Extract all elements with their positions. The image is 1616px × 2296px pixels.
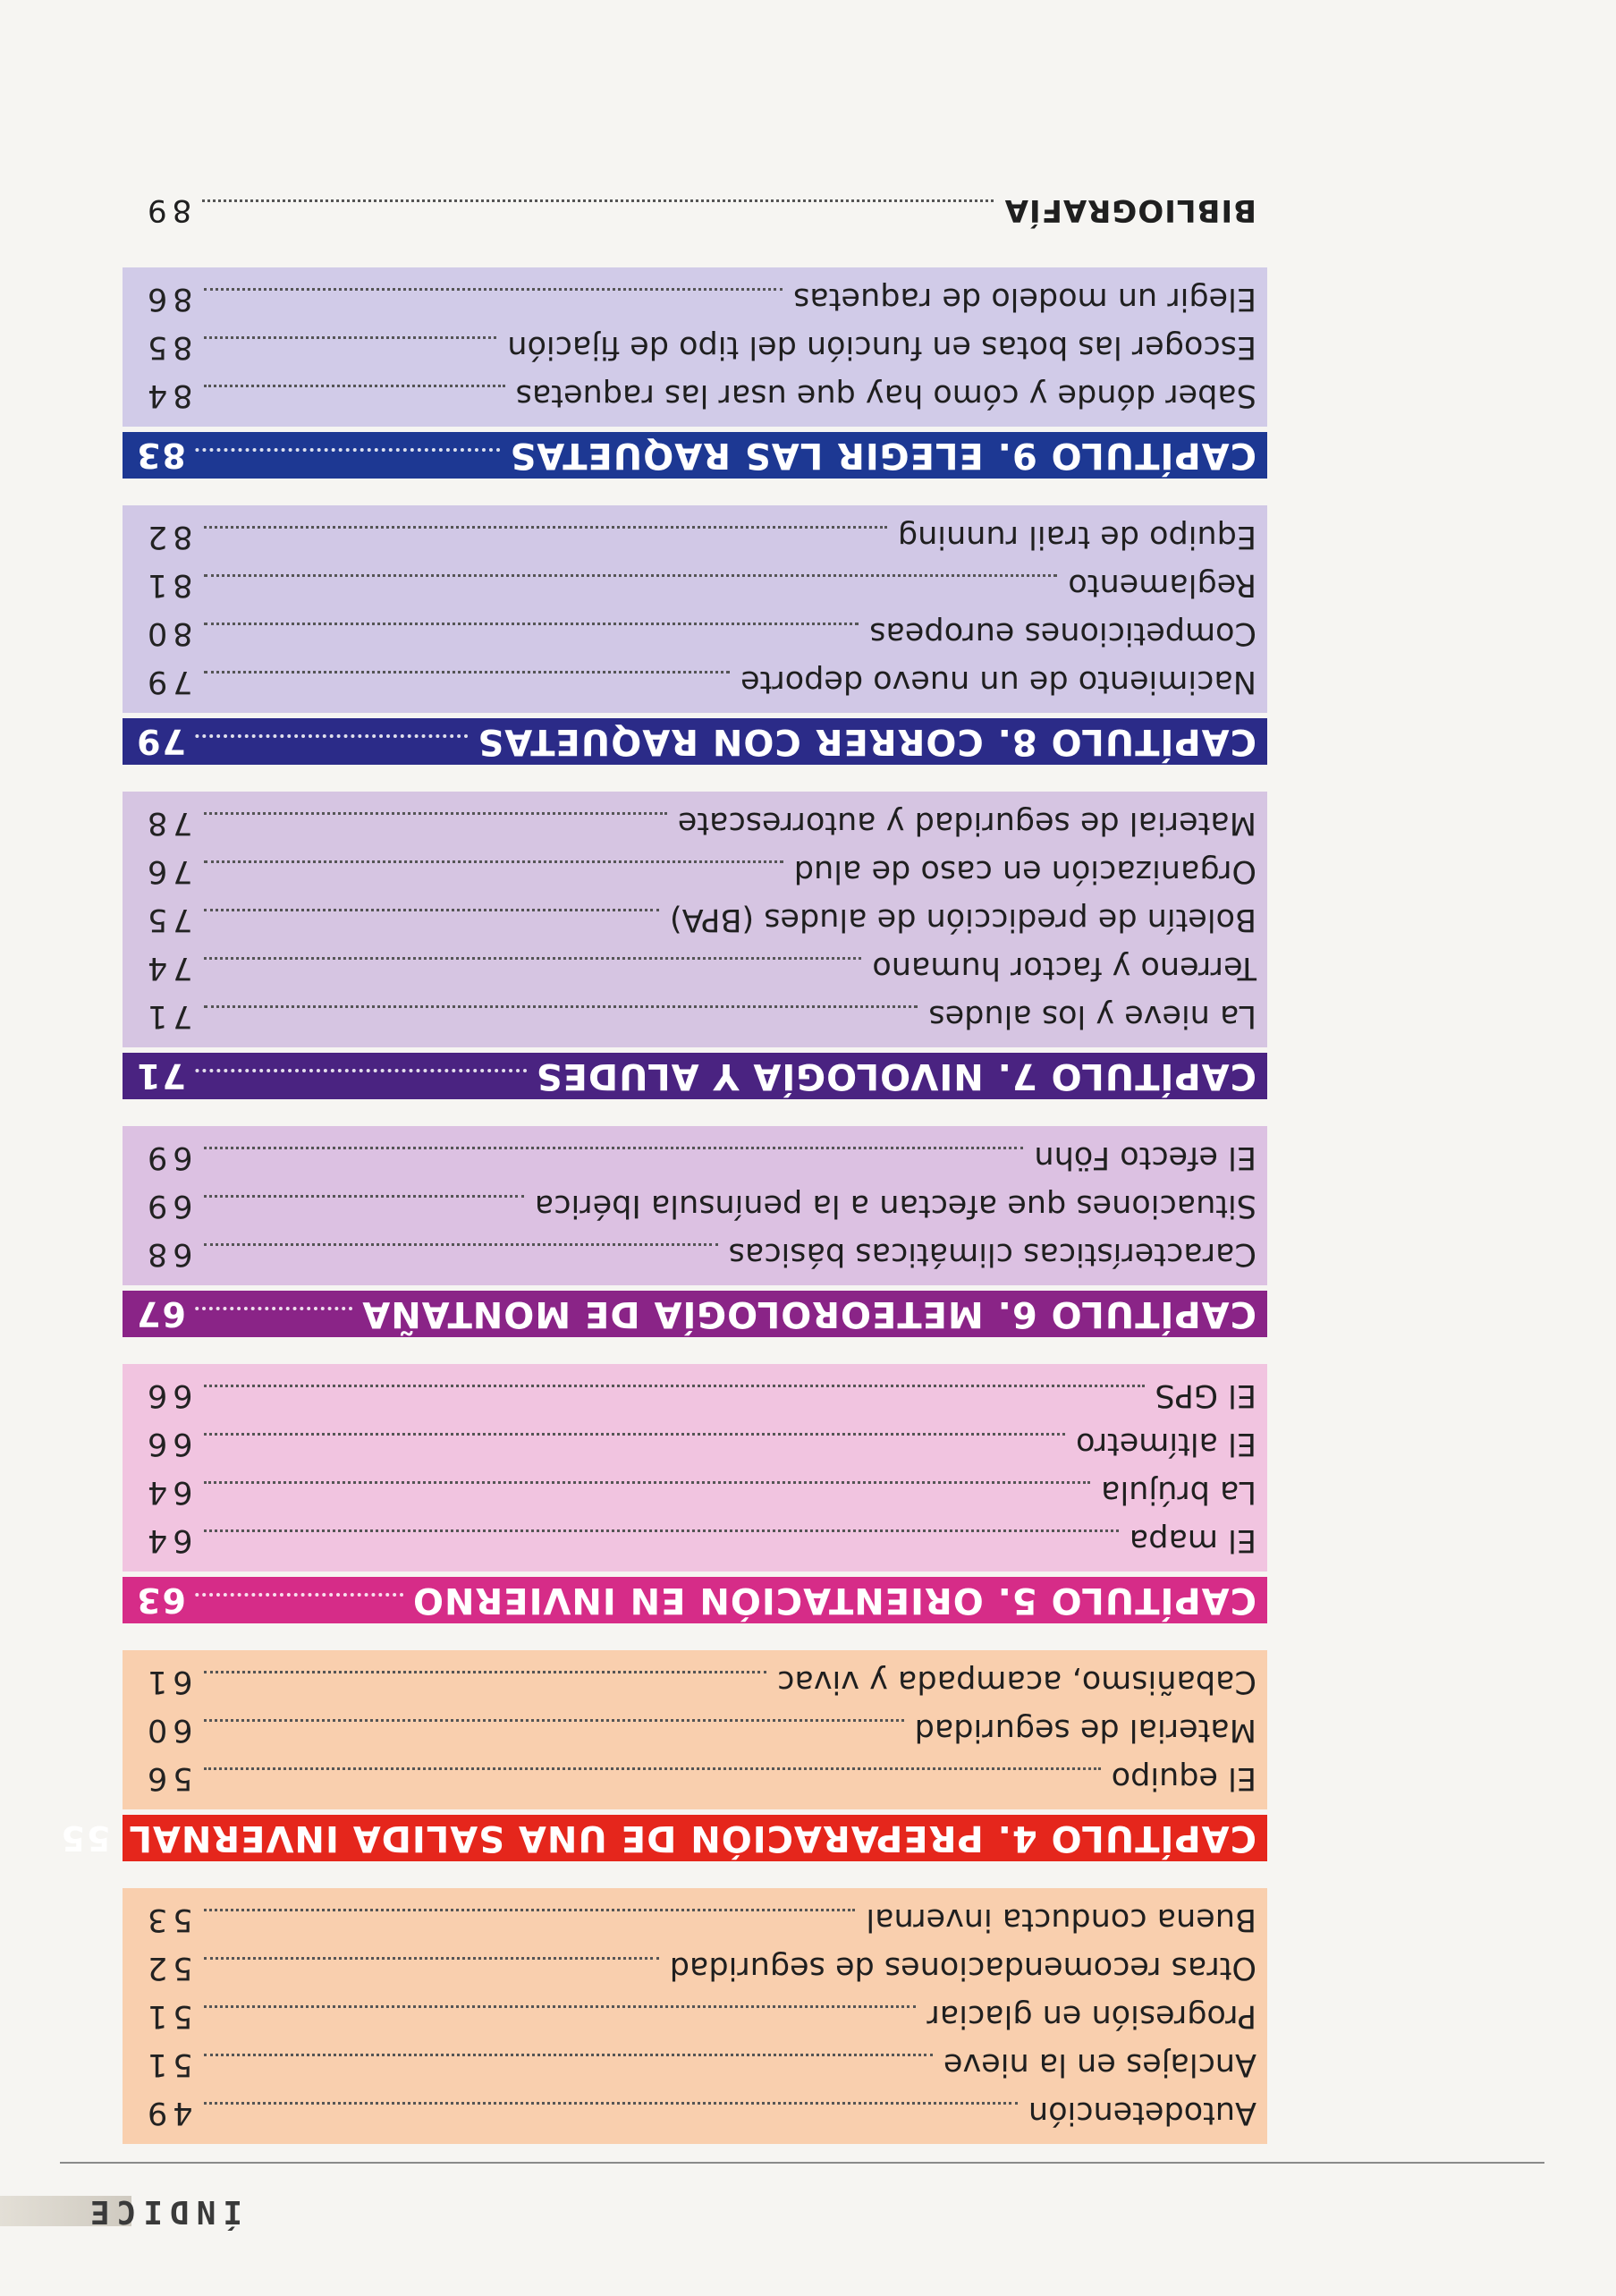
toc-entry-page-number: 76 xyxy=(142,853,193,889)
bibliography-entry-page-number: 89 xyxy=(142,192,192,228)
toc-section xyxy=(59,1650,1267,1861)
chapter-heading-page-number: 79 xyxy=(135,722,186,761)
toc-entry-page-number: 56 xyxy=(142,1760,193,1796)
chapter-heading-page-number: 55 xyxy=(59,1818,111,1858)
toc-entry-page-number: 81 xyxy=(142,567,193,603)
toc-entry-label: Reglamento xyxy=(1068,567,1256,603)
chapter-heading-label: CAPÍTULO 5. ORIENTACIÓN EN INVIERNO xyxy=(411,1580,1256,1621)
dot-leader xyxy=(204,2055,933,2057)
chapter-heading-page-number: 67 xyxy=(135,1294,186,1334)
toc-section xyxy=(123,1126,1267,1337)
chapter-heading-page-number: 83 xyxy=(135,436,186,475)
toc-entry[interactable] xyxy=(123,1419,1267,1468)
bibliography-entry-label: BIBLIOGRAFÍA xyxy=(1003,192,1256,228)
toc-entry-label: Escoger las botas en función del tipo de fijación xyxy=(507,329,1256,365)
toc-entry[interactable] xyxy=(123,1944,1267,1992)
toc-entry[interactable] xyxy=(123,895,1267,944)
dot-leader xyxy=(204,1720,904,1723)
toc-entry[interactable] xyxy=(123,944,1267,992)
toc-entry[interactable] xyxy=(123,1133,1267,1182)
entry-list xyxy=(123,505,1267,713)
dot-leader xyxy=(204,1244,718,1247)
dot-leader xyxy=(204,813,667,816)
toc-section xyxy=(123,267,1267,479)
toc-entry[interactable] xyxy=(123,1992,1267,2040)
dot-leader xyxy=(204,672,731,674)
toc-entry-label: Progresión en glaciar xyxy=(926,1998,1256,2034)
header-divider xyxy=(60,2162,1544,2164)
bibliography-wrapper xyxy=(123,183,1267,237)
chapter-heading[interactable] xyxy=(123,718,1267,765)
toc-entry-page-number: 82 xyxy=(142,519,193,555)
chapter-heading[interactable] xyxy=(123,432,1267,479)
toc-entry-label: Equipo de trail running xyxy=(897,519,1256,555)
toc-entry[interactable] xyxy=(123,992,1267,1040)
dot-leader xyxy=(195,448,501,452)
toc-entry[interactable] xyxy=(123,1371,1267,1419)
dot-leader xyxy=(204,1672,767,1674)
toc-entry-page-number: 66 xyxy=(142,1377,193,1413)
toc-entry-label: El GPS xyxy=(1155,1377,1256,1413)
toc-entry-label: La brújula xyxy=(1101,1474,1256,1510)
dot-leader xyxy=(204,1385,1145,1388)
dot-leader xyxy=(195,734,469,738)
toc-entry-label: Autodetención xyxy=(1028,2095,1256,2131)
chapter-heading-page-number: 63 xyxy=(135,1580,186,1620)
toc-entry-page-number: 71 xyxy=(142,998,193,1034)
dot-leader xyxy=(204,910,659,912)
dot-leader xyxy=(204,1482,1091,1485)
toc-entry[interactable] xyxy=(123,799,1267,847)
toc-entry-page-number: 86 xyxy=(142,281,193,317)
dot-leader xyxy=(195,1307,352,1310)
page-header xyxy=(0,2162,1616,2233)
toc-entry-label: Otras recomendaciones de seguridad xyxy=(669,1950,1256,1986)
toc-entry[interactable] xyxy=(123,609,1267,657)
dot-leader xyxy=(195,1593,403,1597)
table-of-contents xyxy=(59,241,1267,2144)
toc-entry-label: La nieve y los aludes xyxy=(928,998,1256,1034)
dot-leader xyxy=(204,2006,917,2009)
chapter-heading-page-number: 71 xyxy=(135,1056,186,1096)
toc-section xyxy=(123,1364,1267,1623)
chapter-heading-label: CAPÍTULO 7. NIVOLOGÍA Y ALUDES xyxy=(535,1055,1256,1097)
toc-entry-label: Elegir un modelo de raquetas xyxy=(793,281,1256,317)
toc-entry-page-number: 51 xyxy=(142,2046,193,2082)
entry-list xyxy=(123,267,1267,427)
dot-leader xyxy=(204,1530,1119,1533)
toc-entry-page-number: 64 xyxy=(142,1474,193,1510)
dot-leader xyxy=(204,1148,1024,1150)
toc-entry-label: Organización en caso de alud xyxy=(793,853,1256,889)
dot-leader xyxy=(204,575,1058,578)
toc-entry-label: Material de seguridad xyxy=(914,1712,1256,1748)
toc-section xyxy=(123,792,1267,1099)
toc-entry-page-number: 84 xyxy=(142,377,193,413)
toc-entry-page-number: 68 xyxy=(142,1236,193,1272)
chapter-heading[interactable] xyxy=(123,1577,1267,1623)
dot-leader xyxy=(204,1434,1065,1436)
dot-leader xyxy=(202,200,993,203)
entry-list xyxy=(123,1888,1267,2144)
toc-entry-label: Buena conducta invernal xyxy=(866,1902,1256,1937)
entry-list xyxy=(123,1126,1267,1285)
toc-entry-page-number: 49 xyxy=(142,2095,193,2131)
toc-entry-page-number: 64 xyxy=(142,1522,193,1558)
entry-list xyxy=(123,792,1267,1047)
entry-list xyxy=(123,1364,1267,1572)
toc-entry-label: Competiciones europeas xyxy=(869,615,1256,651)
dot-leader xyxy=(204,385,505,388)
entry-list xyxy=(123,1650,1267,1809)
toc-entry[interactable] xyxy=(123,561,1267,609)
toc-entry-page-number: 60 xyxy=(142,1712,193,1748)
toc-entry-label: El mapa xyxy=(1129,1522,1256,1558)
toc-entry[interactable] xyxy=(123,323,1267,371)
toc-entry[interactable] xyxy=(123,1895,1267,1944)
dot-leader xyxy=(204,1910,856,1912)
chapter-heading[interactable] xyxy=(123,1291,1267,1337)
toc-entry[interactable] xyxy=(123,1516,1267,1564)
toc-entry[interactable] xyxy=(123,513,1267,561)
toc-entry-label: El altímetro xyxy=(1076,1426,1256,1461)
toc-entry-page-number: 85 xyxy=(142,329,193,365)
toc-entry-label: Situaciones que afectan a la península Ibérica xyxy=(534,1188,1256,1224)
chapter-heading[interactable] xyxy=(123,1053,1267,1099)
toc-entry-label: Terreno y factor humano xyxy=(872,950,1256,986)
toc-entry-label: Nacimiento de un nuevo deporte xyxy=(740,664,1256,699)
toc-entry[interactable] xyxy=(123,1706,1267,1754)
toc-entry-page-number: 53 xyxy=(142,1902,193,1937)
toc-entry-label: El equipo xyxy=(1111,1760,1256,1796)
chapter-heading-label: CAPÍTULO 8. CORRER CON RAQUETAS xyxy=(477,721,1256,762)
toc-entry-label: Boletín de predicción de aludes (BPA) xyxy=(669,902,1256,937)
toc-entry-label: El efecto Föhn xyxy=(1034,1140,1256,1175)
toc-entry-page-number: 74 xyxy=(142,950,193,986)
toc-section xyxy=(123,1888,1267,2144)
toc-entry-page-number: 69 xyxy=(142,1140,193,1175)
dot-leader xyxy=(204,289,783,292)
dot-leader xyxy=(204,1768,1101,1771)
toc-entry[interactable] xyxy=(123,1468,1267,1516)
bibliography-entry[interactable] xyxy=(123,183,1267,237)
toc-entry-label: Características climáticas básicas xyxy=(728,1236,1256,1272)
dot-leader xyxy=(204,527,887,530)
toc-entry-page-number: 66 xyxy=(142,1426,193,1461)
toc-entry[interactable] xyxy=(123,1754,1267,1802)
toc-section xyxy=(123,505,1267,765)
toc-entry-page-number: 75 xyxy=(142,902,193,937)
toc-entry-page-number: 61 xyxy=(142,1664,193,1699)
chapter-heading-label: CAPÍTULO 9. ELEGIR LAS RAQUETAS xyxy=(509,435,1256,476)
toc-entry[interactable] xyxy=(123,847,1267,895)
toc-entry[interactable] xyxy=(123,1182,1267,1230)
page-title: ÍNDICE xyxy=(82,2193,242,2230)
toc-entry[interactable] xyxy=(123,371,1267,419)
toc-entry[interactable] xyxy=(123,1657,1267,1706)
toc-entry[interactable] xyxy=(123,275,1267,323)
dot-leader xyxy=(204,623,859,626)
toc-entry-page-number: 79 xyxy=(142,664,193,699)
toc-entry-label: Cabañismo, acampada y vivac xyxy=(777,1664,1256,1699)
dot-leader xyxy=(204,2103,1018,2105)
toc-entry-page-number: 69 xyxy=(142,1188,193,1224)
dot-leader xyxy=(204,1006,918,1009)
toc-entry-label: Saber dónde y cómo hay que usar las raquetas xyxy=(515,377,1256,413)
chapter-heading-label: CAPÍTULO 6. METEOROLOGÍA DE MONTAÑA xyxy=(361,1293,1256,1334)
toc-entry[interactable] xyxy=(123,657,1267,706)
toc-entry-page-number: 51 xyxy=(142,1998,193,2034)
chapter-heading[interactable] xyxy=(59,1815,1267,1861)
toc-entry-label: Anclajes en la nieve xyxy=(943,2046,1256,2082)
toc-entry-label: Material de seguridad y autorrescate xyxy=(677,805,1256,841)
toc-entry[interactable] xyxy=(123,2040,1267,2088)
dot-leader xyxy=(195,1069,527,1072)
dot-leader xyxy=(204,337,497,340)
toc-entry[interactable] xyxy=(123,1230,1267,1278)
dot-leader xyxy=(204,958,862,961)
toc-entry-page-number: 52 xyxy=(142,1950,193,1986)
toc-entry-page-number: 78 xyxy=(142,805,193,841)
chapter-heading-label: CAPÍTULO 4. PREPARACIÓN DE UNA SALIDA INVERNAL xyxy=(128,1817,1256,1859)
dot-leader xyxy=(204,1958,659,1961)
dot-leader xyxy=(204,1196,524,1199)
toc-entry-page-number: 80 xyxy=(142,615,193,651)
dot-leader xyxy=(204,861,783,864)
toc-entry[interactable] xyxy=(123,2088,1267,2137)
